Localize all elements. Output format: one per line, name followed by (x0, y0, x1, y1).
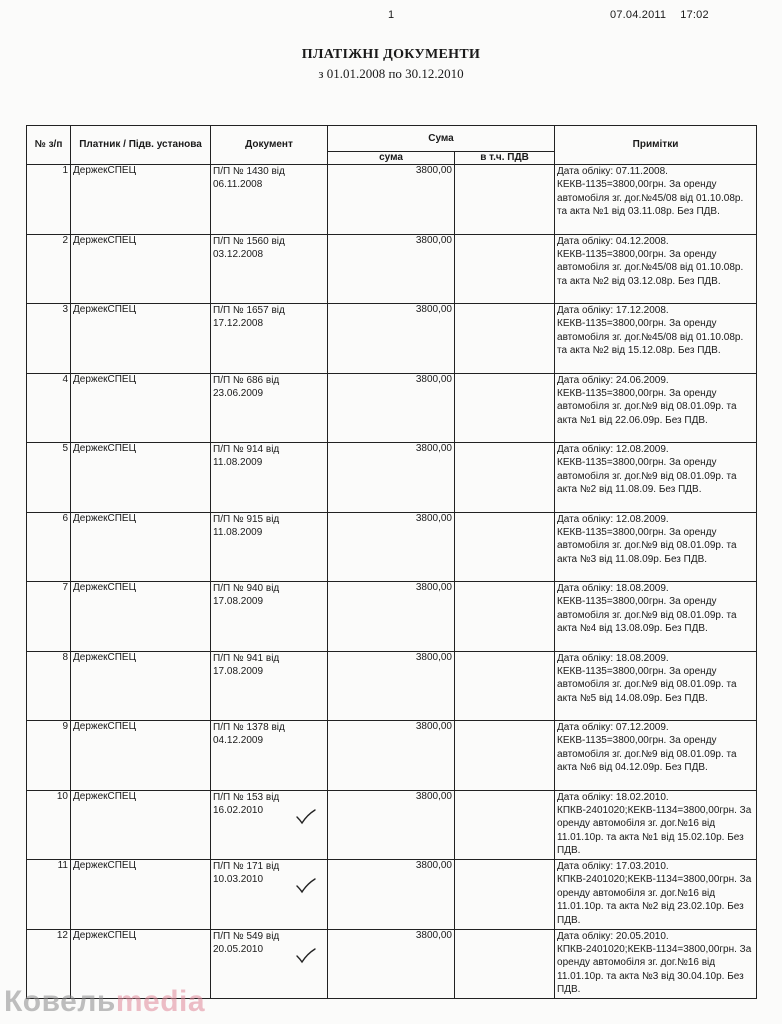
checkmark-icon (295, 809, 317, 825)
header-document: Документ (211, 126, 328, 165)
header-amount: Сума (328, 126, 555, 152)
amount-cell: 3800,00 (328, 651, 455, 721)
note-cell: Дата обліку: 07.12.2009. КЕКВ-1135=3800,00грн. За оренду автомобіля зг. дог.№9 від 08.01.09р. та акта №6 від 04.12.09р. Без ПДВ. (555, 721, 757, 791)
vat-cell (455, 234, 555, 304)
amount-cell: 3800,00 (328, 304, 455, 374)
table-row (27, 373, 757, 443)
vat-cell (455, 165, 555, 235)
payer-cell: ДержекСПЕЦ (71, 582, 211, 652)
checkmark-icon (295, 948, 317, 964)
document-period: з 01.01.2008 по 30.12.2010 (318, 66, 464, 81)
amount-cell: 3800,00 (328, 373, 455, 443)
row-number: 6 (27, 512, 71, 582)
note-cell: Дата обліку: 12.08.2009. КЕКВ-1135=3800,00грн. За оренду автомобіля зг. дог.№9 від 08.01.09р. та акта №2 від 11.08.09. Без ПДВ. (555, 443, 757, 513)
document-cell: П/П № 686 від 23.06.2009 (211, 373, 328, 443)
document-cell: П/П № 1560 від 03.12.2008 (211, 234, 328, 304)
row-number: 12 (27, 929, 71, 999)
row-number: 3 (27, 304, 71, 374)
vat-cell (455, 373, 555, 443)
table-body (27, 165, 757, 999)
note-cell: Дата обліку: 18.02.2010. КПКВ-2401020;КЕКВ-1134=3800,00грн. За оренду автомобіля зг. дог.№16 від 11.01.10р. та акта №1 від 15.02.10р. Без ПДВ. (555, 790, 757, 860)
table-row (27, 721, 757, 791)
table-row (27, 582, 757, 652)
page-number: 1 (388, 9, 395, 21)
header-amount-vat: в т.ч. ПДВ (455, 152, 555, 165)
payer-cell: ДержекСПЕЦ (71, 234, 211, 304)
amount-cell: 3800,00 (328, 790, 455, 860)
amount-cell: 3800,00 (328, 443, 455, 513)
amount-cell: 3800,00 (328, 512, 455, 582)
vat-cell (455, 721, 555, 791)
note-cell: Дата обліку: 07.11.2008. КЕКВ-1135=3800,00грн. За оренду автомобіля зг. дог.№45/08 від 01.10.08р. та акта №1 від 03.11.08р. Без ПДВ. (555, 165, 757, 235)
note-cell: Дата обліку: 20.05.2010. КПКВ-2401020;КЕКВ-1134=3800,00грн. За оренду автомобіля зг. дог.№16 від 11.01.10р. та акта №3 від 30.04.10р. Без ПДВ. (555, 929, 757, 999)
note-cell: Дата обліку: 24.06.2009. КЕКВ-1135=3800,00грн. За оренду автомобіля зг. дог.№9 від 08.01.09р. та акта №1 від 22.06.09р. Без ПДВ. (555, 373, 757, 443)
header-amount-sum: сума (328, 152, 455, 165)
payer-cell: ДержекСПЕЦ (71, 860, 211, 930)
amount-cell: 3800,00 (328, 929, 455, 999)
document-cell: П/П № 915 від 11.08.2009 (211, 512, 328, 582)
payer-cell: ДержекСПЕЦ (71, 443, 211, 513)
watermark-part2: media (115, 985, 206, 1018)
note-cell: Дата обліку: 18.08.2009. КЕКВ-1135=3800,00грн. За оренду автомобіля зг. дог.№9 від 08.01.09р. та акта №4 від 13.08.09р. Без ПДВ. (555, 582, 757, 652)
table-row (27, 234, 757, 304)
document-cell: П/П № 549 від 20.05.2010 (211, 929, 328, 999)
table-row (27, 860, 757, 930)
header-notes: Примітки (555, 126, 757, 165)
table-row (27, 304, 757, 374)
note-cell: Дата обліку: 17.03.2010. КПКВ-2401020;КЕКВ-1134=3800,00грн. За оренду автомобіля зг. дог.№16 від 11.01.10р. та акта №2 від 23.02.10р. Без ПДВ. (555, 860, 757, 930)
header-num: № з/п (27, 126, 71, 165)
document-cell: П/П № 940 від 17.08.2009 (211, 582, 328, 652)
amount-cell: 3800,00 (328, 860, 455, 930)
row-number: 8 (27, 651, 71, 721)
table-row (27, 651, 757, 721)
payer-cell: ДержекСПЕЦ (71, 790, 211, 860)
row-number: 1 (27, 165, 71, 235)
vat-cell (455, 860, 555, 930)
row-number: 7 (27, 582, 71, 652)
row-number: 2 (27, 234, 71, 304)
print-timestamp (610, 9, 709, 21)
print-time: 17:02 (680, 9, 709, 21)
checkmark-icon (295, 878, 317, 894)
vat-cell (455, 929, 555, 999)
payer-cell: ДержекСПЕЦ (71, 304, 211, 374)
table-row (27, 512, 757, 582)
vat-cell (455, 304, 555, 374)
vat-cell (455, 790, 555, 860)
document-cell: П/П № 1430 від 06.11.2008 (211, 165, 328, 235)
document-title: ПЛАТІЖНІ ДОКУМЕНТИ (301, 47, 481, 62)
table-row (27, 443, 757, 513)
amount-cell: 3800,00 (328, 234, 455, 304)
row-number: 11 (27, 860, 71, 930)
print-date: 07.04.2011 (610, 9, 667, 21)
document-cell: П/П № 171 від 10.03.2010 (211, 860, 328, 930)
payer-cell: ДержекСПЕЦ (71, 721, 211, 791)
table-row (27, 165, 757, 235)
vat-cell (455, 512, 555, 582)
vat-cell (455, 443, 555, 513)
payments-table (26, 125, 757, 999)
document-cell: П/П № 153 від 16.02.2010 (211, 790, 328, 860)
amount-cell: 3800,00 (328, 165, 455, 235)
row-number: 4 (27, 373, 71, 443)
note-cell: Дата обліку: 04.12.2008. КЕКВ-1135=3800,00грн. За оренду автомобіля зг. дог.№45/08 від 01.10.08р. та акта №2 від 03.12.08р. Без ПДВ. (555, 234, 757, 304)
payer-cell: ДержекСПЕЦ (71, 373, 211, 443)
document-cell: П/П № 941 від 17.08.2009 (211, 651, 328, 721)
note-cell: Дата обліку: 12.08.2009. КЕКВ-1135=3800,00грн. За оренду автомобіля зг. дог.№9 від 08.01.09р. та акта №3 від 11.08.09р. Без ПДВ. (555, 512, 757, 582)
row-number: 5 (27, 443, 71, 513)
header-payer: Платник / Підв. установа (71, 126, 211, 165)
amount-cell: 3800,00 (328, 582, 455, 652)
watermark-part1: Ковель (4, 985, 116, 1018)
vat-cell (455, 651, 555, 721)
watermark-logo (4, 985, 205, 1019)
document-cell: П/П № 1378 від 04.12.2009 (211, 721, 328, 791)
payer-cell: ДержекСПЕЦ (71, 165, 211, 235)
amount-cell: 3800,00 (328, 721, 455, 791)
row-number: 9 (27, 721, 71, 791)
document-cell: П/П № 914 від 11.08.2009 (211, 443, 328, 513)
note-cell: Дата обліку: 17.12.2008. КЕКВ-1135=3800,00грн. За оренду автомобіля зг. дог.№45/08 від 01.10.08р. та акта №2 від 15.12.08р. Без ПДВ. (555, 304, 757, 374)
payer-cell: ДержекСПЕЦ (71, 929, 211, 999)
row-number: 10 (27, 790, 71, 860)
vat-cell (455, 582, 555, 652)
table-row (27, 790, 757, 860)
payer-cell: ДержекСПЕЦ (71, 651, 211, 721)
note-cell: Дата обліку: 18.08.2009. КЕКВ-1135=3800,00грн. За оренду автомобіля зг. дог.№9 від 08.01.09р. та акта №5 від 14.08.09р. Без ПДВ. (555, 651, 757, 721)
payer-cell: ДержекСПЕЦ (71, 512, 211, 582)
document-cell: П/П № 1657 від 17.12.2008 (211, 304, 328, 374)
